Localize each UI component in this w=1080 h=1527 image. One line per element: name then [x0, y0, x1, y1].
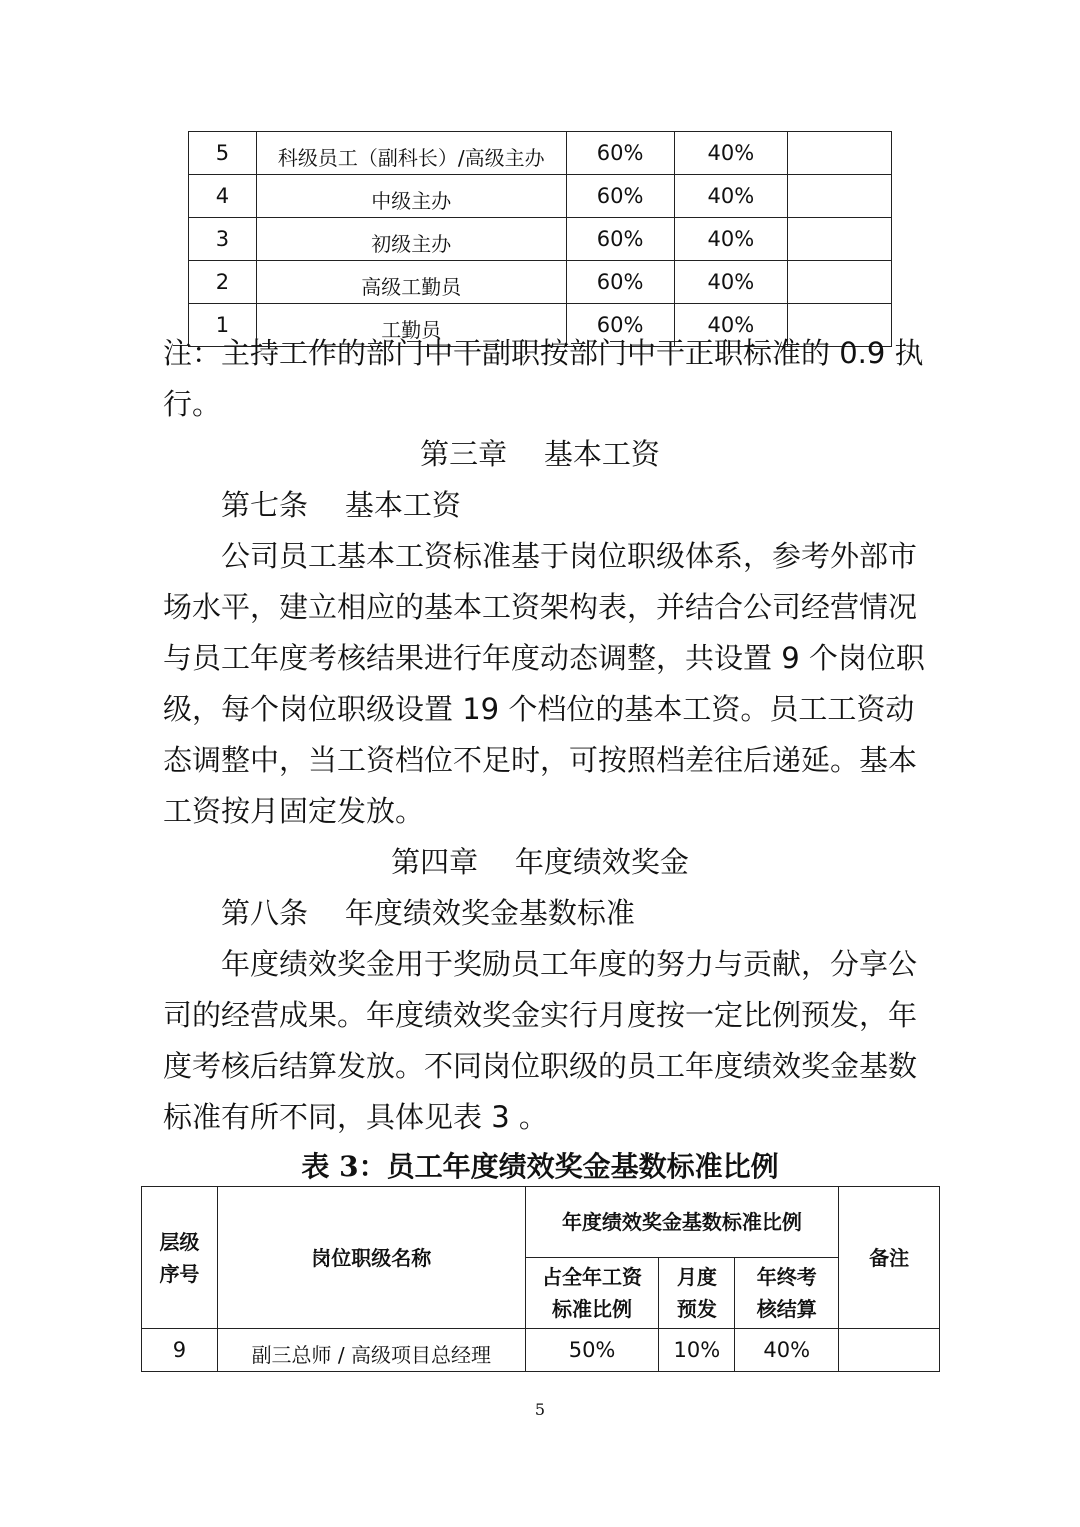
table-3-label: 表 3：: [301, 1150, 387, 1183]
level-cell: 2: [189, 261, 257, 304]
monthly-cell: 10%: [659, 1329, 735, 1372]
header-ratio-of-salary: 占全年工资标准比例: [525, 1258, 659, 1329]
title-cell: 科级员工（副科长）/高级主办: [256, 132, 566, 175]
table-row: [189, 261, 892, 304]
salary-ratio-table-continued: [188, 131, 892, 347]
ratio-cell: 60%: [566, 218, 674, 261]
title-cell: 工勤员: [256, 304, 566, 347]
article-7-line: 场水平，建立相应的基本工资架构表，并结合公司经营情况: [163, 590, 918, 624]
table-row: [142, 1329, 940, 1372]
ratio-cell: 40%: [674, 304, 788, 347]
article-7-line: 工资按月固定发放。: [163, 794, 425, 828]
article-8-line: 度考核后结算发放。不同岗位职级的员工年度绩效奖金基数: [163, 1049, 918, 1083]
note-cell: [788, 261, 892, 304]
header-title: 岗位职级名称: [217, 1187, 525, 1329]
ratio-cell: 40%: [674, 175, 788, 218]
ratio-cell: 50%: [525, 1329, 659, 1372]
level-cell: 3: [189, 218, 257, 261]
note-line-2: 行。: [163, 387, 222, 421]
article-7-line: 态调整中，当工资档位不足时，可按照档差往后递延。基本: [163, 743, 918, 777]
table-row: [189, 132, 892, 175]
bonus-ratio-table: [141, 1186, 940, 1372]
article-8-line: 司的经营成果。年度绩效奖金实行月度按一定比例预发，年: [163, 998, 918, 1032]
header-ratio-group: 年度绩效奖金基数标准比例: [525, 1187, 839, 1258]
header-year-end: 年终考核结算: [735, 1258, 839, 1329]
header-remark: 备注: [839, 1187, 940, 1329]
article-8-line: 标准有所不同，具体见表 3 。: [163, 1100, 548, 1134]
table-3-title: [0, 1144, 1080, 1190]
note-cell: [788, 218, 892, 261]
title-cell: 高级工勤员: [256, 261, 566, 304]
ratio-cell: 60%: [566, 304, 674, 347]
note-line-1: 注：主持工作的部门中干副职按部门中干正职标准的 0.9 执: [163, 336, 924, 370]
level-cell: 9: [142, 1329, 218, 1372]
ratio-cell: 40%: [674, 218, 788, 261]
remark-cell: [839, 1329, 940, 1372]
header-monthly: 月度预发: [659, 1258, 735, 1329]
ratio-cell: 60%: [566, 175, 674, 218]
title-cell: 初级主办: [256, 218, 566, 261]
title-cell: 副三总师 / 高级项目总经理: [217, 1329, 525, 1372]
chapter-4-heading: 第四章 年度绩效奖金: [391, 845, 689, 879]
ratio-cell: 40%: [674, 132, 788, 175]
article-7-line: 与员工年度考核结果进行年度动态调整，共设置 9 个岗位职: [163, 641, 925, 675]
header-level: 层级序号: [142, 1187, 218, 1329]
table-row: [189, 175, 892, 218]
article-7-line: 公司员工基本工资标准基于岗位职级体系，参考外部市: [221, 539, 918, 573]
article-7-heading: 第七条 基本工资: [221, 488, 461, 522]
title-cell: 中级主办: [256, 175, 566, 218]
page-number: 5: [534, 1400, 546, 1419]
article-8-heading: 第八条 年度绩效奖金基数标准: [221, 896, 635, 930]
year-end-cell: 40%: [735, 1329, 839, 1372]
table-row: [189, 218, 892, 261]
level-cell: 5: [189, 132, 257, 175]
ratio-cell: 60%: [566, 261, 674, 304]
table-header-row: [142, 1187, 940, 1258]
table-3-caption: 员工年度绩效奖金基数标准比例: [386, 1150, 779, 1183]
note-cell: [788, 132, 892, 175]
note-cell: [788, 175, 892, 218]
level-cell: 4: [189, 175, 257, 218]
ratio-cell: 60%: [566, 132, 674, 175]
chapter-3-heading: 第三章 基本工资: [420, 437, 660, 471]
article-8-line: 年度绩效奖金用于奖励员工年度的努力与贡献，分享公: [221, 947, 918, 981]
level-cell: 1: [189, 304, 257, 347]
article-7-line: 级，每个岗位职级设置 19 个档位的基本工资。员工工资动: [163, 692, 915, 726]
ratio-cell: 40%: [674, 261, 788, 304]
